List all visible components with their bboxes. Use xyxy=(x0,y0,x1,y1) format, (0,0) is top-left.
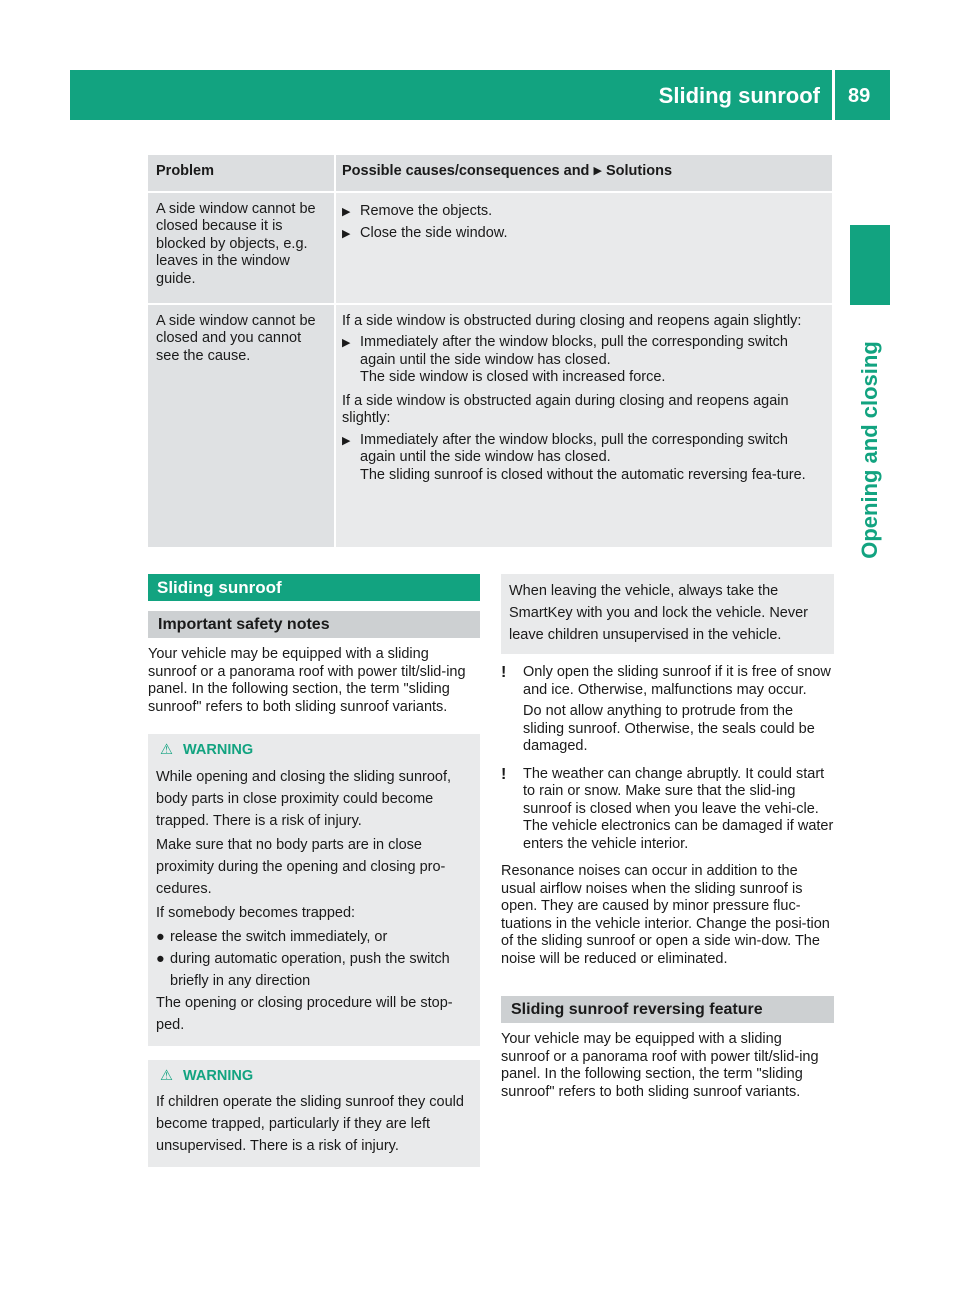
list-item-text: during automatic operation, push the switch briefly in any direction xyxy=(170,950,450,989)
intro-paragraph: Your vehicle may be equipped with a sliding sunroof or a panorama roof with power tilt/slid-ing panel. In the following section, the term "sliding sunroof" refers to both sliding sunroof variants. xyxy=(148,646,466,715)
action-arrow-icon: ▶ xyxy=(342,337,351,349)
table-header-solutions-pre: Possible causes/consequences and xyxy=(342,163,590,179)
exclamation-icon: ! xyxy=(501,664,507,681)
subsection-title: Important safety notes xyxy=(148,611,480,638)
header-title: Sliding sunroof xyxy=(658,83,820,108)
warning-text: While opening and closing the sliding sunroof, body parts in close proximity could become trapped. There is a risk of injury. xyxy=(156,768,452,829)
left-column xyxy=(148,574,480,1167)
chapter-side-label xyxy=(834,320,906,580)
condition-text: If a side window is obstructed again during closing and reopens again slightly: xyxy=(342,392,789,426)
caution-note xyxy=(501,664,834,760)
exclamation-icon: ! xyxy=(501,765,507,783)
caution-text: Do not allow anything to protrude from the sliding sunroof. Otherwise, the seals could be damaged. xyxy=(523,703,815,754)
right-column xyxy=(501,574,834,1101)
caution-text: Only open the sliding sunroof if it is free of snow and ice. Otherwise, malfunctions may occur. xyxy=(523,664,831,698)
caution-text: The weather can change abruptly. It could start to rain or snow. Make sure that the slid-ing sunroof is closed when you leave the vehi-cle. The vehicle electronics can be damaged if water enters the vehicle interior. xyxy=(523,765,834,852)
warning-label: WARNING xyxy=(183,742,254,758)
table-header-problem: Problem xyxy=(148,155,336,191)
list-item xyxy=(156,926,472,948)
problem-cell: A side window cannot be closed because it is blocked by objects, e.g. leaves in the window guide. xyxy=(148,193,336,303)
action-step xyxy=(342,225,826,243)
warning-box xyxy=(148,734,480,1046)
list-item-text: release the switch immediately, or xyxy=(170,928,388,945)
action-arrow-icon: ▶ xyxy=(342,205,351,218)
table-row xyxy=(148,193,832,305)
warning-box xyxy=(148,1060,480,1168)
play-arrow-icon: ▶ xyxy=(593,165,602,177)
warning-heading xyxy=(156,742,472,760)
action-step xyxy=(342,432,826,485)
section-title: Sliding sunroof xyxy=(148,574,480,601)
caution-note xyxy=(501,766,834,858)
chapter-tab-marker xyxy=(850,225,890,305)
chapter-side-label-text: Opening and closing xyxy=(857,341,882,559)
list-item xyxy=(156,948,472,992)
action-arrow-icon: ▶ xyxy=(342,434,351,447)
warning-triangle-icon: ⚠ xyxy=(160,1067,173,1084)
warning-text: Make sure that no body parts are in close proximity during the opening and closing pro-cedures. xyxy=(156,836,446,897)
action-step-text: Immediately after the window blocks, pull the corresponding switch again until the side window has closed. xyxy=(360,431,788,465)
solution-cell xyxy=(336,193,832,303)
bullet-icon: ● xyxy=(156,950,165,967)
warning-heading xyxy=(156,1068,472,1086)
result-text: The side window is closed with increased force. xyxy=(360,369,666,385)
table-header-solutions-post: Solutions xyxy=(605,163,673,179)
table-header-solutions xyxy=(336,155,832,191)
header-divider xyxy=(832,70,835,120)
action-step xyxy=(342,203,826,221)
solution-cell xyxy=(336,305,832,547)
warning-text: If children operate the sliding sunroof they could become trapped, particularly if they are left unsupervised. There is a risk of injury. xyxy=(156,1094,464,1154)
page-number: 89 xyxy=(848,85,871,107)
action-step-text: Close the side window. xyxy=(360,224,508,241)
troubleshooting-table xyxy=(148,155,832,549)
action-arrow-icon: ▶ xyxy=(342,227,351,240)
action-step-text: Remove the objects. xyxy=(360,202,493,219)
condition-text: If a side window is obstructed during closing and reopens again slightly: xyxy=(342,312,802,329)
warning-triangle-icon: ⚠ xyxy=(160,742,173,758)
warning-text: The opening or closing procedure will be stop-ped. xyxy=(156,994,453,1033)
note-box: When leaving the vehicle, always take the SmartKey with you and lock the vehicle. Never leave children unsupervised in the vehicle. xyxy=(501,574,834,654)
subsection-title: Sliding sunroof reversing feature xyxy=(501,996,834,1023)
reversing-intro-paragraph: Your vehicle may be equipped with a sliding sunroof or a panorama roof with power tilt/slid-ing panel. In the following section, the term "sliding sunroof" refers to both sliding sunroof variants. xyxy=(501,1031,819,1100)
bullet-icon: ● xyxy=(156,928,165,945)
warning-text: If somebody becomes trapped: xyxy=(156,904,356,921)
action-step xyxy=(342,334,826,387)
warning-label: WARNING xyxy=(183,1067,254,1084)
table-header-row xyxy=(148,155,832,193)
problem-cell: A side window cannot be closed and you cannot see the cause. xyxy=(148,305,336,547)
page-header xyxy=(70,70,890,120)
action-step-text: Immediately after the window blocks, pull the corresponding switch again until the side window has closed. xyxy=(360,334,788,368)
result-text: The sliding sunroof is closed without the automatic reversing fea-ture. xyxy=(360,466,806,483)
table-row xyxy=(148,305,832,549)
resonance-paragraph: Resonance noises can occur in addition to the usual airflow noises when the sliding sunroof is open. They are caused by minor pressure fluc-tuations in the vehicle interior. Change the posi-tion of the sliding sunroof or open a side win-dow. The noise will be reduced or eliminated. xyxy=(501,863,830,967)
